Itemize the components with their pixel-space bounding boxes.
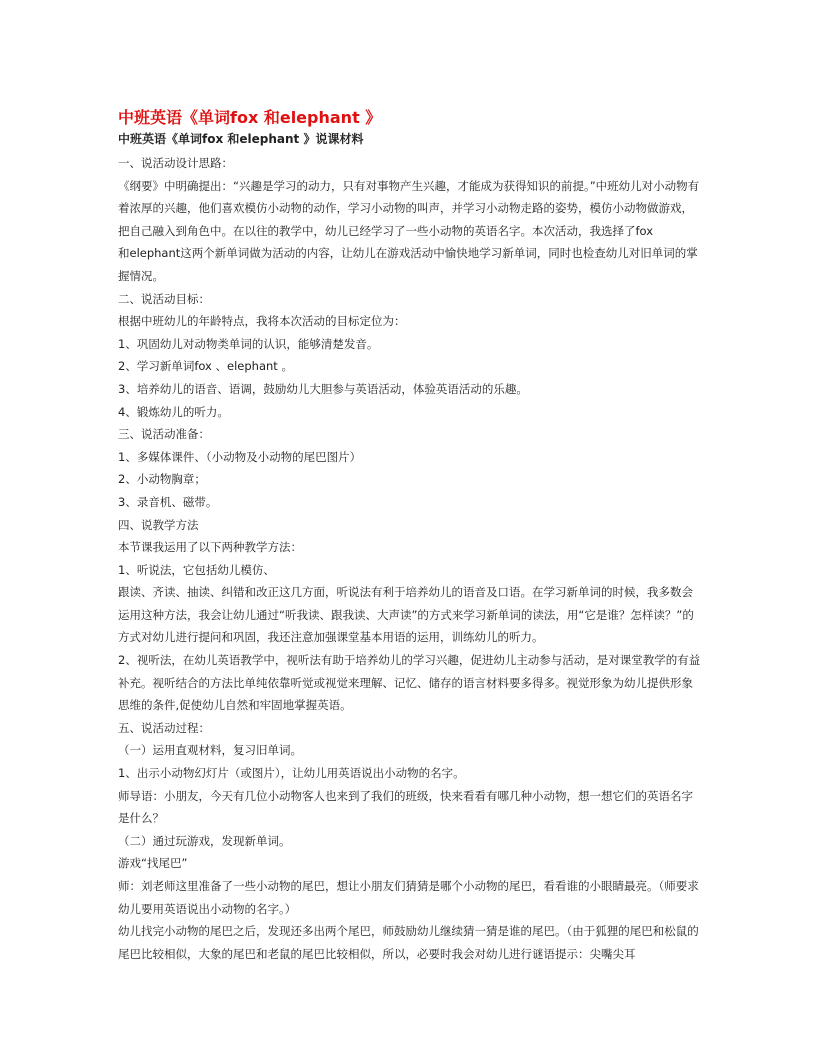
heading-design-idea: 一、说活动设计思路： <box>118 156 233 170</box>
paragraph-methods-intro: 本节课我运用了以下两种教学方法： <box>118 540 302 555</box>
heading-process: 五、说活动过程： <box>118 720 210 735</box>
paragraph-goals-intro: 根据中班幼儿的年龄特点，我将本次活动的目标定位为： <box>118 314 406 329</box>
list-item-goal-3: 3、培养幼儿的语音、语调，鼓励幼儿大胆参与英语活动，体验英语活动的乐趣。 <box>118 381 528 396</box>
heading-methods: 四、说教学方法 <box>118 517 199 532</box>
document-title: 中班英语《单词fox 和elephant 》 <box>118 108 382 127</box>
list-item-goal-2: 2、学习新单词fox 、elephant 。 <box>118 359 293 374</box>
list-item-prep-1: 1、多媒体课件、（小动物及小动物的尾巴图片） <box>118 449 362 464</box>
paragraph-design-idea: 《纲要》中明确提出：“兴趣是学习的动力，只有对事物产生兴趣，才能成为获得知识的前提。”中班幼儿对小动物有着浓厚的兴趣，他们喜欢模仿小动物的动作，学习小动物的叫声，并学习小动物走路的姿势，模仿小动物做游戏，把自己融入到角色中。在以往的教学中，幼儿已经学习了一些小动物的英语名字。本次活动，我选择了fox <box>118 178 700 238</box>
game-title: 游戏“找尾巴” <box>118 856 188 871</box>
paragraph-method-1: 跟读、齐读、抽读、纠错和改正这几方面，听说法有利于培养幼儿的语音及口语。在学习新单词的时候，我多数会运用这种方法，我会让幼儿通过“听我读、跟我读、大声读”的方式来学习新单词的读法，用“它是谁？怎样读？”的方式对幼儿进行提问和巩固，我还注意加强课堂基本用语的运用，训练幼儿的听力。 <box>118 585 694 645</box>
heading-preparation: 三、说活动准备： <box>118 427 210 442</box>
list-item-prep-3: 3、录音机、磁带。 <box>118 494 218 509</box>
paragraph-method-2: 2、视听法，在幼儿英语教学中，视听法有助于培养幼儿的学习兴趣，促进幼儿主动参与活动，是对课堂教学的有益补充。视听结合的方法比单纯依靠听觉或视觉来理解、记忆、储存的语言材料要多得多。视觉形象为幼儿提供形象思维的条件,促使幼儿自然和牢固地掌握英语。 <box>118 653 701 713</box>
list-item-prep-2: 2、小动物胸章； <box>118 472 206 487</box>
paragraph-design-idea-cont: 和elephant这两个新单词做为活动的内容，让幼儿在游戏活动中愉快地学习新单词，同时也检查幼儿对旧单词的掌握情况。 <box>118 246 698 283</box>
list-item-goal-4: 4、锻炼幼儿的听力。 <box>118 404 229 419</box>
list-item-goal-1: 1、巩固幼儿对动物类单词的认识，能够清楚发音。 <box>118 336 379 351</box>
list-item-method-1: 1、听说法，它包括幼儿模仿、 <box>118 562 275 577</box>
subheading-review: （一）运用直观材料，复习旧单词。 <box>118 743 302 758</box>
paragraph-teacher-intro: 师导语：小朋友，今天有几位小动物客人也来到了我们的班级，快来看看有哪几种小动物，想一想它们的英语名字是什么？ <box>118 788 693 826</box>
document-page <box>118 106 704 965</box>
heading-goals: 二、说活动目标： <box>118 291 210 306</box>
paragraph-game-tails: 幼儿找完小动物的尾巴之后，发现还多出两个尾巴，师鼓励幼儿继续猜一猜是谁的尾巴。（由于狐狸的尾巴和松鼠的尾巴比较相似，大象的尾巴和老鼠的尾巴比较相似，所以，必要时我会对幼儿进行谜语提示：尖嘴尖耳 <box>118 924 699 961</box>
document-subtitle: 中班英语《单词fox 和elephant 》说课材料 <box>118 132 364 146</box>
subheading-game: （二）通过玩游戏，发现新单词。 <box>118 833 291 848</box>
paragraph-game-teacher: 师：刘老师这里准备了一些小动物的尾巴，想让小朋友们猜猜是哪个小动物的尾巴，看看谁的小眼睛最亮。（师要求幼儿要用英语说出小动物的名字。） <box>118 879 699 916</box>
list-item-process-1: 1、出示小动物幻灯片（或图片），让幼儿用英语说出小动物的名字。 <box>118 766 465 781</box>
